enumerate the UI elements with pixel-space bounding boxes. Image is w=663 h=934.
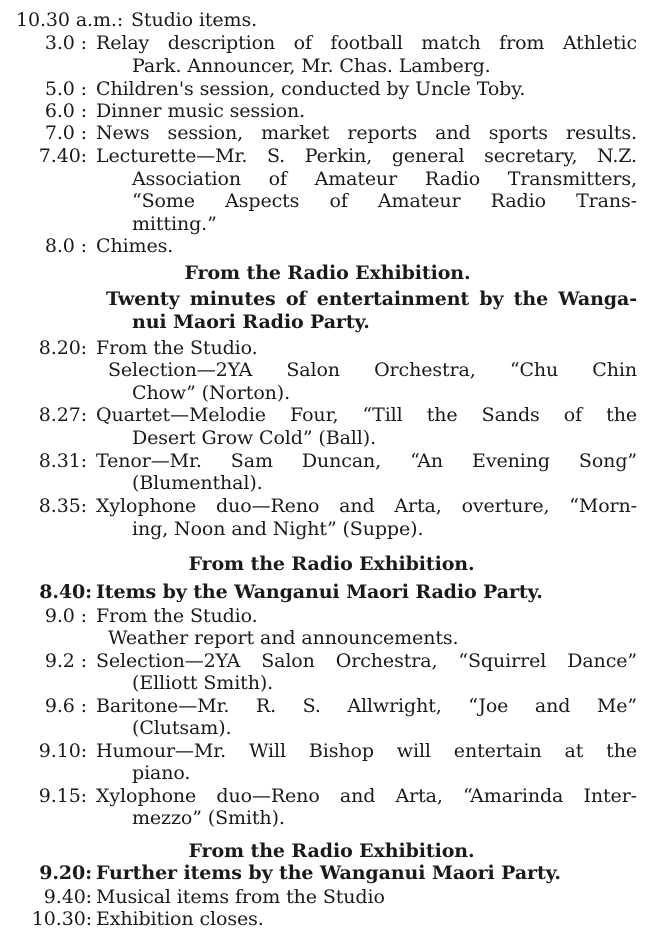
entry-time: 6.0 : xyxy=(44,100,87,122)
entry-continuation xyxy=(0,518,663,540)
continuation-text: “Some Aspects of Amateur Radio Trans- xyxy=(132,190,637,212)
entry-continuation xyxy=(0,472,663,494)
programme-entry xyxy=(0,695,663,717)
entry-time: 8.27: xyxy=(38,404,87,426)
entry-text: Items by the Wanganui Maori Radio Party. xyxy=(96,581,543,603)
entry-text: Children's session, conducted by Uncle Toby. xyxy=(96,78,526,100)
entry-text: Selection—2YA Salon Orchestra, “Squirrel Dance” xyxy=(96,650,637,672)
entry-subitem xyxy=(0,359,663,381)
entry-text: Exhibition closes. xyxy=(96,908,264,930)
entry-time: 8.0 : xyxy=(44,235,87,257)
programme-entry xyxy=(0,122,663,144)
entry-text: Relay description of football match from Athletic xyxy=(96,32,637,54)
entry-time: 10.30 a.m.: xyxy=(16,9,124,31)
entry-continuation xyxy=(0,427,663,449)
continuation-text: mezzo” (Smith). xyxy=(132,807,285,829)
programme-entry xyxy=(0,450,663,472)
entry-time: 9.40: xyxy=(43,886,92,908)
entry-time: 9.6 : xyxy=(44,695,87,717)
programme-entry xyxy=(0,78,663,100)
entry-text: Dinner music session. xyxy=(96,100,306,122)
continuation-text: ing, Noon and Night” (Suppe). xyxy=(132,518,424,540)
announcement-text: nui Maori Radio Party. xyxy=(132,311,370,333)
programme-entry xyxy=(0,337,663,359)
entry-subitem xyxy=(0,627,663,649)
heading-text: From the Radio Exhibition. xyxy=(188,840,475,862)
continuation-text: Park. Announcer, Mr. Chas. Lamberg. xyxy=(132,55,491,77)
entry-time: 7.40: xyxy=(38,145,87,167)
entry-time: 8.35: xyxy=(38,495,87,517)
programme-entry xyxy=(0,908,663,930)
entry-text: From the Studio. xyxy=(96,337,258,359)
entry-time: 9.10: xyxy=(38,740,87,762)
heading-text: From the Radio Exhibition. xyxy=(184,262,471,284)
entry-text: Xylophone duo—Reno and Arta, overture, “Morn- xyxy=(96,495,637,517)
programme-entry xyxy=(0,9,663,31)
continuation-text: (Elliott Smith). xyxy=(132,672,274,694)
entry-time: 8.40: xyxy=(39,581,92,603)
entry-time: 9.0 : xyxy=(44,605,87,627)
section-heading xyxy=(0,553,663,575)
entry-text: Chimes. xyxy=(96,235,174,257)
section-heading xyxy=(0,262,663,284)
bold-announcement xyxy=(0,311,663,333)
entry-time: 7.0 : xyxy=(44,122,87,144)
entry-continuation xyxy=(0,168,663,190)
continuation-text: mitting.” xyxy=(132,213,217,235)
subitem-text: Selection—2YA Salon Orchestra, “Chu Chin xyxy=(108,359,637,381)
entry-continuation xyxy=(0,55,663,77)
continuation-text: piano. xyxy=(132,762,191,784)
entry-text: Humour—Mr. Will Bishop will entertain at the xyxy=(96,740,637,762)
entry-continuation xyxy=(0,762,663,784)
programme-entry xyxy=(0,235,663,257)
programme-entry xyxy=(0,862,663,884)
programme-entry xyxy=(0,404,663,426)
programme-entry xyxy=(0,605,663,627)
programme-entry xyxy=(0,32,663,54)
entry-text: Musical items from the Studio xyxy=(96,886,385,908)
entry-time: 3.0 : xyxy=(44,32,87,54)
entry-continuation xyxy=(0,382,663,404)
announcement-text: Twenty minutes of entertainment by the Wanga- xyxy=(106,288,637,310)
entry-time: 8.31: xyxy=(38,450,87,472)
entry-time: 8.20: xyxy=(38,337,87,359)
entry-text: Quartet—Melodie Four, “Till the Sands of the xyxy=(96,404,637,426)
programme-entry xyxy=(0,100,663,122)
continuation-text: Desert Grow Cold” (Ball). xyxy=(132,427,377,449)
continuation-text: (Blumenthal). xyxy=(132,472,263,494)
heading-text: From the Radio Exhibition. xyxy=(188,553,475,575)
entry-text: Studio items. xyxy=(131,9,258,31)
entry-text: Baritone—Mr. R. S. Allwright, “Joe and Me” xyxy=(96,695,637,717)
programme-entry xyxy=(0,740,663,762)
programme-entry xyxy=(0,785,663,807)
entry-time: 9.2 : xyxy=(44,650,87,672)
continuation-text: (Clutsam). xyxy=(132,717,232,739)
programme-entry xyxy=(0,650,663,672)
entry-time: 9.15: xyxy=(38,785,87,807)
entry-continuation xyxy=(0,213,663,235)
entry-continuation xyxy=(0,190,663,212)
bold-announcement xyxy=(0,288,663,310)
entry-text: Tenor—Mr. Sam Duncan, “An Evening Song” xyxy=(96,450,637,472)
entry-continuation xyxy=(0,717,663,739)
programme-entry xyxy=(0,581,663,603)
subitem-text: Weather report and announcements. xyxy=(108,627,459,649)
entry-time: 9.20: xyxy=(39,862,92,884)
entry-continuation xyxy=(0,672,663,694)
entry-text: News session, market reports and sports results. xyxy=(96,122,637,144)
continuation-text: Association of Amateur Radio Transmitters, xyxy=(132,168,637,190)
programme-entry xyxy=(0,495,663,517)
entry-text: Further items by the Wanganui Maori Party. xyxy=(96,862,561,884)
entry-text: From the Studio. xyxy=(96,605,258,627)
entry-time: 5.0 : xyxy=(44,78,87,100)
entry-text: Xylophone duo—Reno and Arta, “Amarinda Inter- xyxy=(96,785,637,807)
programme-entry xyxy=(0,886,663,908)
entry-continuation xyxy=(0,807,663,829)
programme-entry xyxy=(0,145,663,167)
continuation-text: Chow” (Norton). xyxy=(132,382,291,404)
entry-text: Lecturette—Mr. S. Perkin, general secretary, N.Z. xyxy=(96,145,637,167)
section-heading xyxy=(0,840,663,862)
entry-time: 10.30: xyxy=(31,908,92,930)
